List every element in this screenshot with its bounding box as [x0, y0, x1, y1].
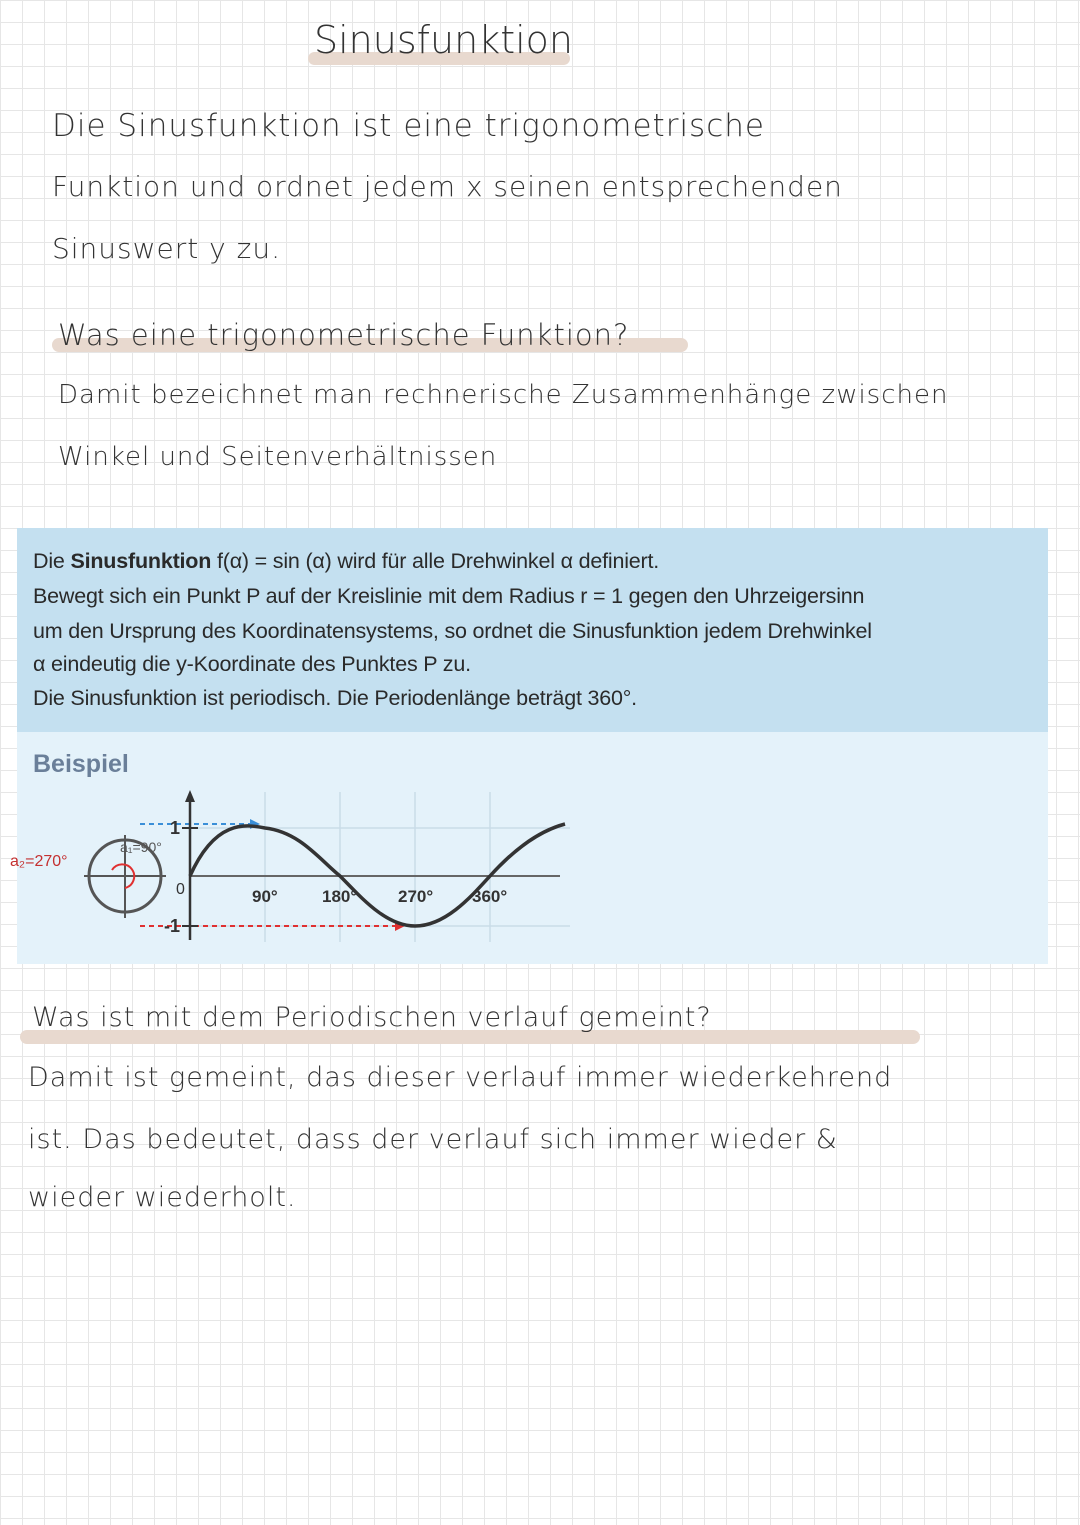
page-title: Sinusfunktion: [314, 18, 573, 62]
question-2-answer-line-1: Damit ist gemeint, das dieser verlauf immer wiederkehrend: [28, 1062, 893, 1093]
intro-line-2: Funktion und ordnet jedem x seinen entsprechenden: [52, 170, 843, 203]
alpha1-label: a₁=90°: [120, 839, 162, 855]
example-label: Beispiel: [33, 750, 129, 778]
x-tick-180: 180°: [322, 887, 358, 906]
definition-line-4: α eindeutig die y-Koordinate des Punktes P zu.: [33, 652, 471, 676]
x-tick-270: 270°: [398, 887, 434, 906]
x-tick-90: 90°: [252, 887, 278, 906]
sine-figure: [0, 780, 600, 960]
question-2-heading: Was ist mit dem Periodischen verlauf gemeint?: [32, 1002, 712, 1033]
definition-line-1: Die Sinusfunktion f(α) = sin (α) wird für alle Drehwinkel α definiert.: [33, 549, 660, 573]
alpha2-label: a₂=270°: [10, 853, 68, 870]
question-2-answer-line-2: ist. Das bedeutet, dass der verlauf sich immer wieder &: [28, 1124, 838, 1155]
y-max-label: 1: [170, 818, 181, 838]
question-2-answer-line-3: wieder wiederholt.: [28, 1182, 297, 1213]
definition-line-3: um den Ursprung des Koordinatensystems, so ordnet die Sinusfunktion jedem Drehwinkel: [33, 619, 872, 643]
y-axis-arrowhead: [185, 790, 195, 802]
intro-line-3: Sinuswert y zu.: [52, 232, 281, 265]
figure-grid: [190, 792, 570, 942]
question-1-answer-line-2: Winkel und Seitenverhältnissen: [58, 442, 498, 472]
definition-line-5: Die Sinusfunktion ist periodisch. Die Periodenlänge beträgt 360°.: [33, 686, 637, 710]
x-tick-360: 360°: [472, 887, 508, 906]
y-min-label: -1: [164, 916, 181, 936]
intro-line-1: Die Sinusfunktion ist eine trigonometrische: [52, 108, 765, 144]
origin-label: 0: [176, 881, 185, 898]
question-1-answer-line-1: Damit bezeichnet man rechnerische Zusammenhänge zwischen: [58, 380, 949, 410]
definition-line-2: Bewegt sich ein Punkt P auf der Kreislinie mit dem Radius r = 1 gegen den Uhrzeigersinn: [33, 584, 865, 608]
question-1-heading: Was eine trigonometrische Funktion?: [58, 318, 630, 352]
definition-term: Sinusfunktion: [70, 549, 212, 573]
